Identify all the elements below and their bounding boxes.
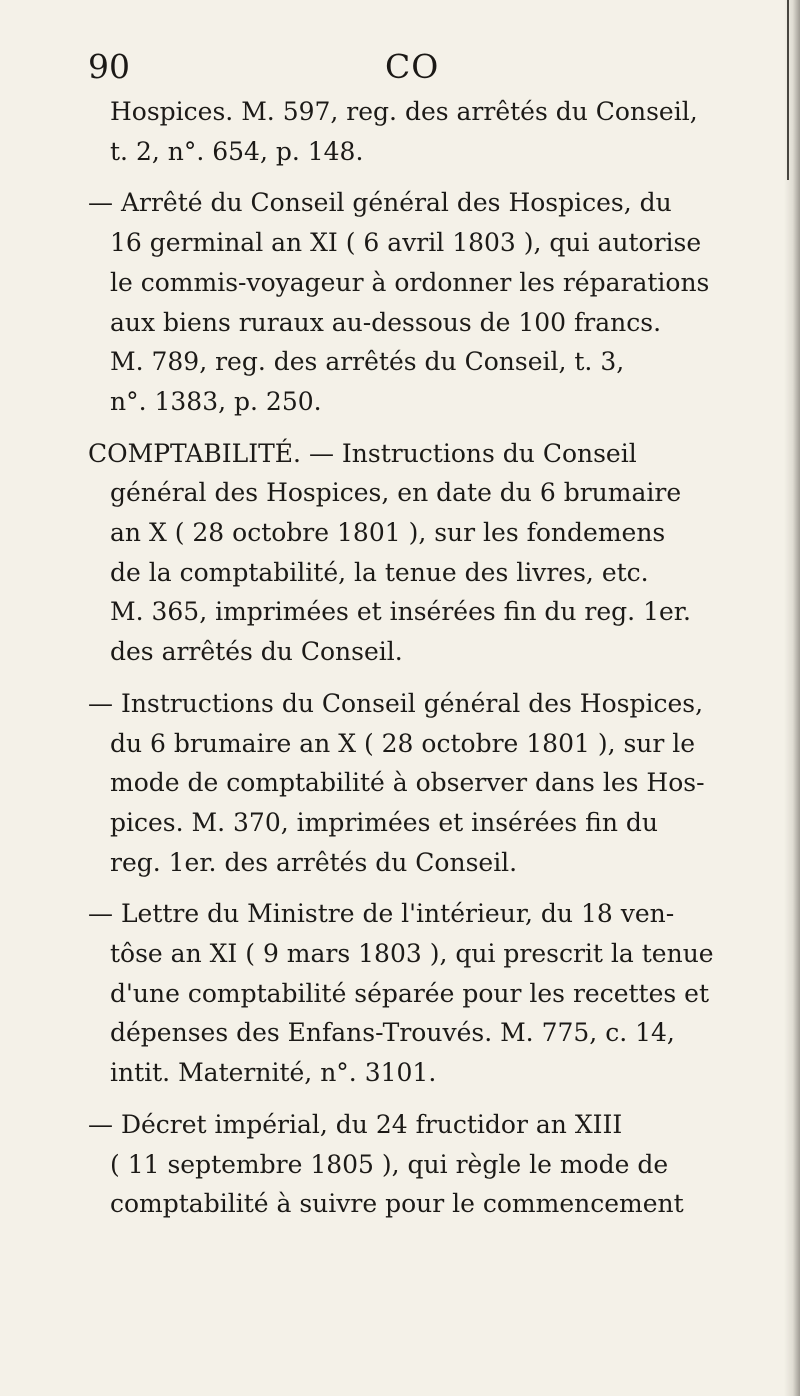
entry-line: t. 2, n°. 654, p. 148. — [110, 136, 364, 166]
entry-line: an X ( 28 octobre 1801 ), sur les fondemens — [110, 518, 666, 548]
decret-entry — [88, 1105, 770, 1224]
entry-line: d'une comptabilité séparée pour les recettes et — [110, 978, 709, 1008]
page-header — [0, 44, 800, 90]
entry-line: M. 789, reg. des arrêtés du Conseil, t. 3, — [110, 347, 625, 377]
page-edge-shadow — [784, 0, 800, 1396]
instructions-entry — [88, 684, 770, 883]
lettre-entry — [88, 894, 770, 1093]
entry-line: pices. M. 370, imprimées et insérées fin du — [110, 807, 658, 837]
entry-line: n°. 1383, p. 250. — [110, 386, 322, 416]
entry-line: — Décret impérial, du 24 fructidor an XIII — [88, 1109, 623, 1139]
entry-line: COMPTABILITÉ. — Instructions du Conseil — [88, 438, 637, 468]
entry-line: intit. Maternité, n°. 3101. — [110, 1058, 437, 1088]
entry-line: — Instructions du Conseil général des Hospices, — [88, 688, 704, 718]
arrete-entry — [88, 183, 770, 421]
entry-line: dépenses des Enfans-Trouvés. M. 775, c. 14, — [110, 1018, 675, 1048]
page-body — [88, 92, 770, 1236]
entry-line: comptabilité à suivre pour le commencement — [110, 1189, 684, 1219]
entry-line: reg. 1er. des arrêtés du Conseil. — [110, 847, 518, 877]
entry-line: — Lettre du Ministre de l'intérieur, du 18 ven- — [88, 899, 675, 929]
page-edge-line — [787, 0, 789, 180]
comptabilite-heading-entry — [88, 434, 770, 672]
page-number: 90 — [88, 47, 130, 86]
running-head: CO — [385, 47, 440, 86]
continuation-entry — [110, 92, 770, 171]
entry-line: mode de comptabilité à observer dans les Hos- — [110, 768, 705, 798]
entry-line: 16 germinal an XI ( 6 avril 1803 ), qui autorise — [110, 228, 702, 258]
entry-line: — Arrêté du Conseil général des Hospices, du — [88, 188, 672, 218]
entry-line: Hospices. M. 597, reg. des arrêtés du Conseil, — [110, 97, 698, 126]
entry-line: des arrêtés du Conseil. — [110, 637, 403, 667]
entry-line: de la comptabilité, la tenue des livres, etc. — [110, 557, 649, 587]
entry-line: ( 11 septembre 1805 ), qui règle le mode de — [110, 1149, 669, 1179]
entry-line: aux biens ruraux au-dessous de 100 francs. — [110, 307, 662, 337]
entry-line: tôse an XI ( 9 mars 1803 ), qui prescrit la tenue — [110, 939, 714, 969]
entry-line: le commis-voyageur à ordonner les réparations — [110, 267, 710, 297]
entry-line: M. 365, imprimées et insérées fin du reg. 1er. — [110, 597, 691, 627]
entry-line: du 6 brumaire an X ( 28 octobre 1801 ), sur le — [110, 728, 696, 758]
entry-line: général des Hospices, en date du 6 brumaire — [110, 478, 682, 508]
